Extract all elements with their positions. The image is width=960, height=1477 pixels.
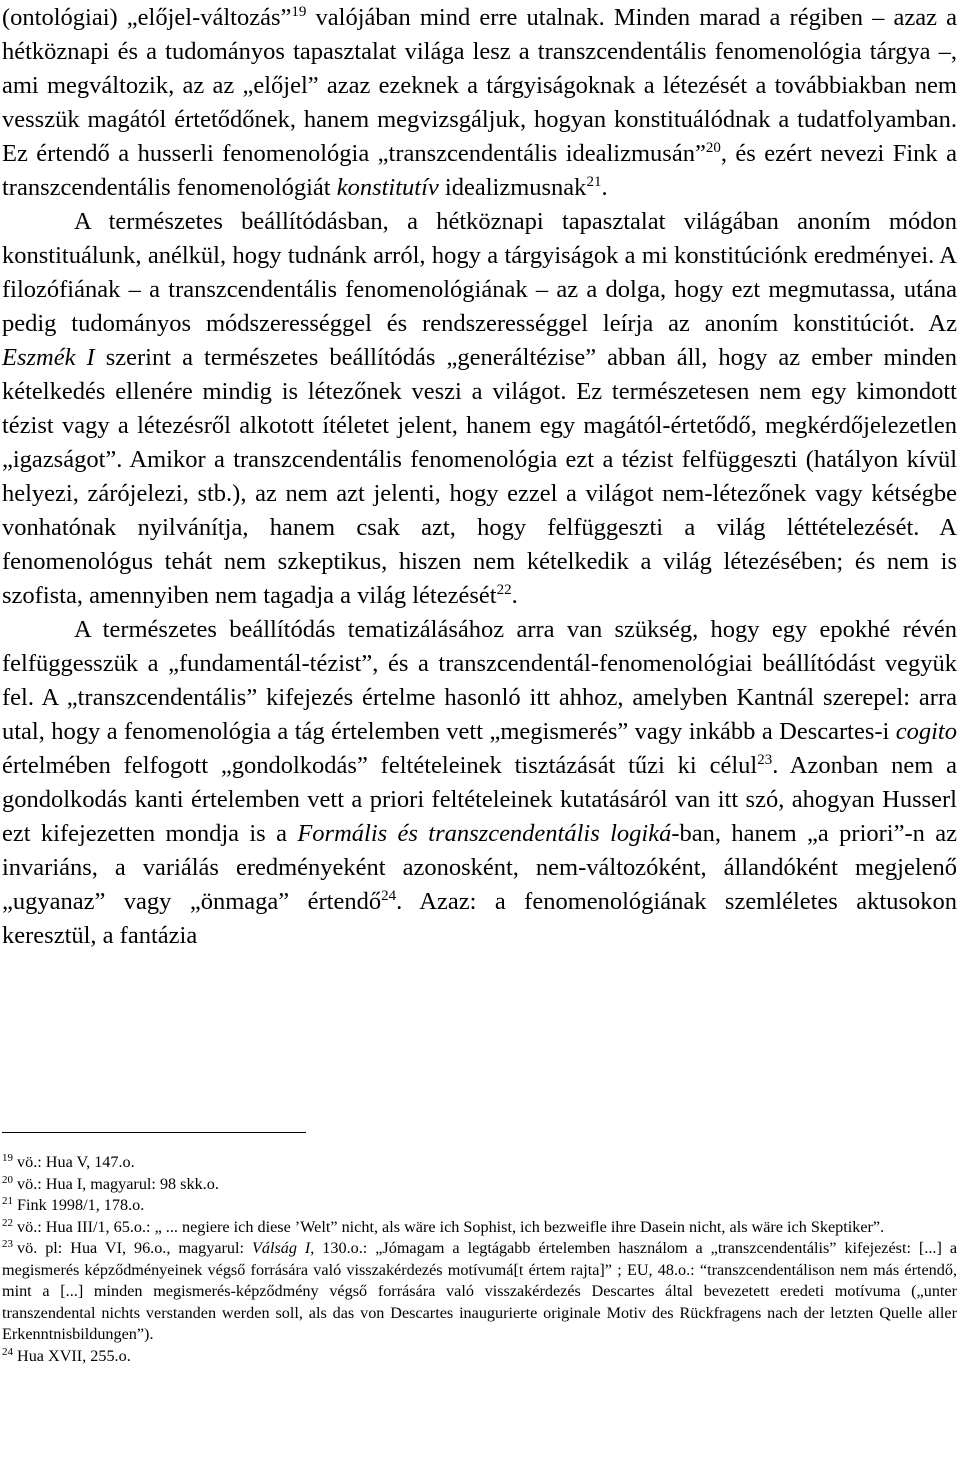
footnote-ref-21[interactable]: 21 bbox=[586, 174, 602, 190]
text-run: . bbox=[601, 174, 608, 201]
footnote-19 bbox=[2, 1152, 957, 1174]
italic-term: konstitutív bbox=[336, 174, 439, 201]
footnote-text: Fink 1998/1, 178.o. bbox=[17, 1196, 145, 1214]
footnote-ref-20[interactable]: 20 bbox=[705, 140, 721, 156]
text-run: A természetes beállítódásban, a hétköznapi tapasztalat világában anoním módon konstituálunk, anélkül, hogy tudnánk arról, hogy a tárgyiságok a mi konstitúciónk eredményei. A filozófiának – a transzcendentális fenomenológiának – az a dolga, hogy ezt megmutassa, utána pedig tudományos módszerességgel és rendszerességgel leírja az anoním konstitúciót. Az bbox=[2, 208, 957, 337]
body-text bbox=[2, 1, 957, 953]
footnote-21 bbox=[2, 1195, 957, 1217]
italic-title: Válság I bbox=[251, 1239, 311, 1257]
italic-title: Eszmék I bbox=[2, 344, 95, 371]
italic-title: Formális és transzcendentális logiká bbox=[297, 820, 672, 847]
footnote-text: vö. pl: Hua VI, 96.o., magyarul: bbox=[17, 1239, 252, 1257]
footnote-number: 23 bbox=[2, 1238, 13, 1250]
text-run: . Azonban nem a gondolkodás kanti értelemben vett a priori feltételeinek kutatásáról van itt szó, ahogyan Husserl ezt kifejezetten mondja is a bbox=[2, 752, 957, 847]
footnote-23 bbox=[2, 1238, 957, 1346]
footnote-ref-24[interactable]: 24 bbox=[381, 888, 397, 904]
footnote-separator bbox=[2, 1132, 306, 1133]
footnote-24 bbox=[2, 1346, 957, 1368]
footnote-number: 22 bbox=[2, 1216, 13, 1229]
text-run: . bbox=[511, 582, 518, 609]
footnote-ref-22[interactable]: 22 bbox=[496, 582, 512, 598]
text-run: -ban, hanem „a priori”-n az invariáns, a variálás eredményeként azonosként, nem-változóként, állandóként megjelenő „ugyanaz” vagy „önmaga” értendő bbox=[2, 820, 957, 915]
text-run: szerint a természetes beállítódás „generáltézise” abban áll, hogy az ember minden kételkedés ellenére mindig is létezőnek veszi a világot. Ez természetesen nem egy kimondott tézist vagy a létezésről alkotott ítéletet jelent, hanem egy magától-értetődő, megkérdőjelezetlen „igazságot”. Amikor a transzcendentális fenomenológia ezt a tézist felfüggeszti (hatályon kívül helyezi, zárójelezi, stb.), az nem azt jelenti, hogy ezzel a világot nem-létezőnek vagy kétségbe vonhatónak nyilvánítja, hanem csak azt, hogy felfüggeszti a világ léttételezését. A fenomenológus tehát nem szkeptikus, hiszen nem kételkedik a világ létezésében; és nem is szofista, amennyiben nem tagadja a világ létezését bbox=[2, 344, 957, 609]
text-run: (ontológiai) „előjel-változás” bbox=[2, 4, 292, 31]
footnote-text: vö.: Hua V, 147.o. bbox=[17, 1153, 135, 1171]
footnote-number: 19 bbox=[2, 1152, 13, 1164]
footnote-number: 20 bbox=[2, 1173, 13, 1186]
footnote-22 bbox=[2, 1217, 957, 1239]
italic-term: cogito bbox=[895, 718, 957, 745]
footnote-text: , 130.o.: „Jómagam a legtágabb értelemben használom a „transzcendentális” kifejezést: [...] a megismerés képződményeinek végső forrására való visszakérdezés motívumá[t értem rajta]” ; EU, 48.o.: “transzcendentálison nem más értendő, mint a [...] minden megismerés-képződmény végső forrására való visszakérdezés Descartes által bevezetett eredeti motívuma („unter transzendental nichts verstanden werden soll, als das von Descartes inaugurierte originale Motiv des Rückfragens nach der letzten Quelle aller Erkenntnisbildungen”). bbox=[2, 1239, 958, 1343]
footnote-text: vö.: Hua III/1, 65.o.: „ ... negiere ich diese ’Welt” nicht, als wäre ich Sophist, ich bezweifle ihre Dasein nicht, als wäre ich Skeptiker”. bbox=[17, 1217, 885, 1236]
footnote-20 bbox=[2, 1174, 957, 1196]
footnote-ref-23[interactable]: 23 bbox=[757, 752, 773, 768]
paragraph-3 bbox=[2, 613, 957, 953]
footnotes bbox=[2, 1152, 957, 1367]
text-run: idealizmusnak bbox=[438, 174, 587, 201]
footnote-text: vö.: Hua I, magyarul: 98 skk.o. bbox=[17, 1174, 219, 1193]
text-run: , és ezért nevezi Fink a transzcendentális fenomenológiát bbox=[2, 140, 957, 201]
footnote-number: 24 bbox=[2, 1345, 13, 1358]
paragraph-1 bbox=[2, 1, 957, 205]
text-run: A természetes beállítódás tematizálásához arra van szükség, hogy egy epokhé révén felfüggesszük a „fundamentál-tézist”, és a transzcendentál-fenomenológiai beállítódást vegyük fel. A „transzcendentális” kifejezés értelme hasonló itt ahhoz, amelyben Kantnál szerepel: arra utal, hogy a fenomenológia a tág értelemben vett „megismerés” vagy inkább a Descartes-i bbox=[2, 616, 957, 745]
text-run: valójában mind erre utalnak. Minden marad a régiben – azaz a hétköznapi és a tudományos tapasztalat világa lesz a transzcendentális fenomenológia tárgya –, ami megváltozik, az az „előjel” azaz ezeknek a tárgyiságoknak a létezését a továbbiakban nem vesszük magától értetődőnek, hanem megvizsgáljuk, hogyan konstituálódnak a tudatfolyamban. Ez értendő a husserli fenomenológia „transzcendentális idealizmusán” bbox=[2, 4, 957, 167]
text-run: . Azaz: a fenomenológiának szemléletes aktusokon keresztül, a fantázia bbox=[2, 888, 957, 949]
text-run: értelmében felfogott „gondolkodás” feltételeinek tisztázását tűzi ki célul bbox=[2, 752, 758, 779]
footnote-number: 21 bbox=[2, 1195, 13, 1207]
footnote-ref-19[interactable]: 19 bbox=[291, 4, 307, 20]
footnote-text: Hua XVII, 255.o. bbox=[17, 1346, 131, 1365]
paragraph-2 bbox=[2, 205, 957, 613]
